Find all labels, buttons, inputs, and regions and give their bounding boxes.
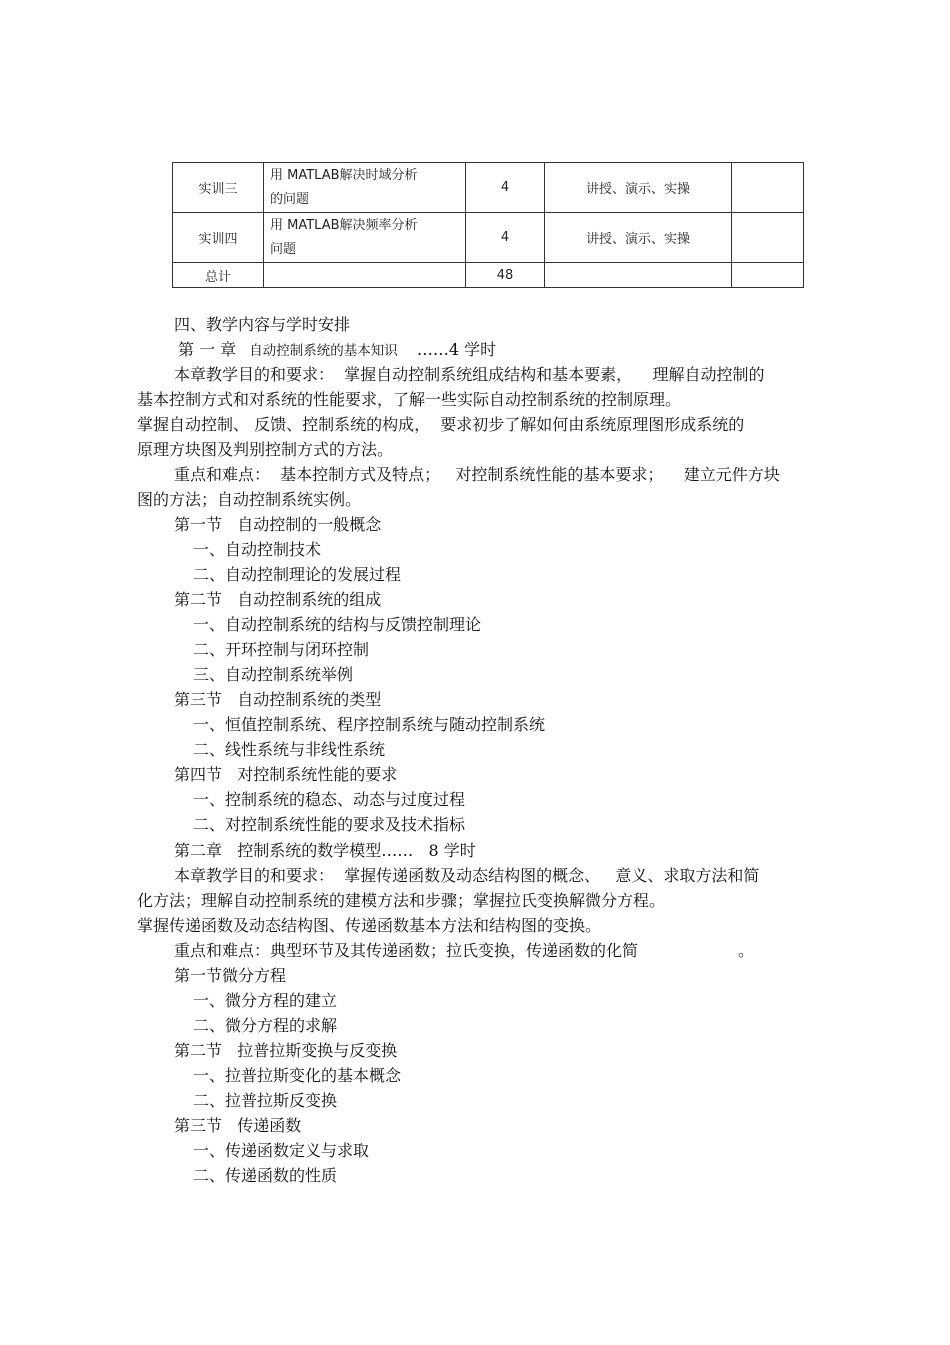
table-cell-method [545, 263, 732, 288]
table-cell-content: 用 MATLAB解决频率分析 问题 [264, 213, 466, 263]
table-row [173, 213, 804, 263]
subsection-item: 一、恒值控制系统、程序控制系统与随动控制系统 [193, 715, 546, 734]
table-cell-hours: 4 [466, 213, 545, 263]
subsection-item: 一、传递函数定义与求取 [193, 1141, 370, 1160]
chapter-2-key-line: 重点和难点：典型环节及其传递函数；拉氏变换，传递函数的化简 [174, 941, 639, 960]
section-heading: 第一节 自动控制的一般概念 [174, 515, 382, 534]
subsection-item: 一、自动控制技术 [193, 540, 322, 559]
chapter-2-goal-line: 化方法；理解自动控制系统的建模方法和步骤；掌握拉氏变换解微分方程。 [137, 891, 666, 910]
table-cell-method: 讲授、演示、实操 [545, 163, 732, 213]
table-cell-method: 讲授、演示、实操 [545, 213, 732, 263]
table-row-total [173, 263, 804, 288]
table-cell-note [732, 263, 804, 288]
table-cell-note [732, 213, 804, 263]
table-cell-hours: 48 [466, 263, 545, 288]
subsection-item: 二、自动控制理论的发展过程 [193, 565, 402, 584]
chapter-2-key-end: 。 [738, 941, 755, 960]
section-heading: 第三节 自动控制系统的类型 [174, 690, 382, 709]
course-hours-table [172, 162, 804, 288]
table-cell-content [264, 263, 466, 288]
subsection-item: 一、拉普拉斯变化的基本概念 [193, 1066, 402, 1085]
chapter-1-hours: ……4 学时 [416, 340, 497, 359]
chapter-2-heading: 第二章 控制系统的数学模型…… 8 学时 [174, 841, 476, 860]
chapter-1-goal-line: 原理方块图及判别控制方式的方法。 [137, 440, 394, 459]
section-title: 四、教学内容与学时安排 [174, 315, 351, 334]
section-heading: 第三节 传递函数 [174, 1116, 302, 1135]
chapter-2-goal-line: 本章教学目的和要求： 掌握传递函数及动态结构图的概念、 意义、求取方法和简 [174, 866, 760, 885]
subsection-item: 二、传递函数的性质 [193, 1166, 338, 1185]
subsection-item: 二、线性系统与非线性系统 [193, 740, 386, 759]
table-cell-name: 实训四 [173, 213, 264, 263]
section-heading: 第二节 拉普拉斯变换与反变换 [174, 1041, 398, 1060]
chapter-1-goal-line: 掌握自动控制、 反馈、控制系统的构成， 要求初步了解如何由系统原理图形成系统的 [137, 415, 745, 434]
chapter-1-goal-line: 基本控制方式和对系统的性能要求，了解一些实际自动控制系统的控制原理。 [137, 390, 682, 409]
subsection-item: 一、控制系统的稳态、动态与过度过程 [193, 790, 466, 809]
chapter-1-goal-line: 本章教学目的和要求： 掌握自动控制系统组成结构和基本要素， 理解自动控制的 [174, 365, 765, 384]
table-cell-name: 总计 [173, 263, 264, 288]
chapter-1-key-line: 图的方法；自动控制系统实例。 [137, 490, 362, 509]
section-heading: 第二节 自动控制系统的组成 [174, 590, 382, 609]
table-cell-content: 用 MATLAB解决时域分析 的问题 [264, 163, 466, 213]
section-heading: 第四节 对控制系统性能的要求 [174, 765, 398, 784]
chapter-1-key-line: 重点和难点： 基本控制方式及特点； 对控制系统性能的基本要求； 建立元件方块 [174, 465, 780, 484]
chapter-1-title: 自动控制系统的基本知识 [249, 343, 398, 359]
subsection-item: 一、微分方程的建立 [193, 991, 338, 1010]
table-cell-hours: 4 [466, 163, 545, 213]
subsection-item: 三、自动控制系统举例 [193, 665, 354, 684]
section-heading: 第一节微分方程 [174, 966, 287, 985]
table-row [173, 163, 804, 213]
chapter-1-heading [178, 339, 496, 362]
subsection-item: 二、开环控制与闭环控制 [193, 640, 370, 659]
chapter-1-number: 第 一 章 [178, 340, 237, 359]
chapter-2-goal-line: 掌握传递函数及动态结构图、传递函数基本方法和结构图的变换。 [137, 916, 602, 935]
table-cell-name: 实训三 [173, 163, 264, 213]
table-cell-note [732, 163, 804, 213]
subsection-item: 二、微分方程的求解 [193, 1016, 338, 1035]
subsection-item: 一、自动控制系统的结构与反馈控制理论 [193, 615, 482, 634]
subsection-item: 二、拉普拉斯反变换 [193, 1091, 338, 1110]
subsection-item: 二、对控制系统性能的要求及技术指标 [193, 815, 466, 834]
